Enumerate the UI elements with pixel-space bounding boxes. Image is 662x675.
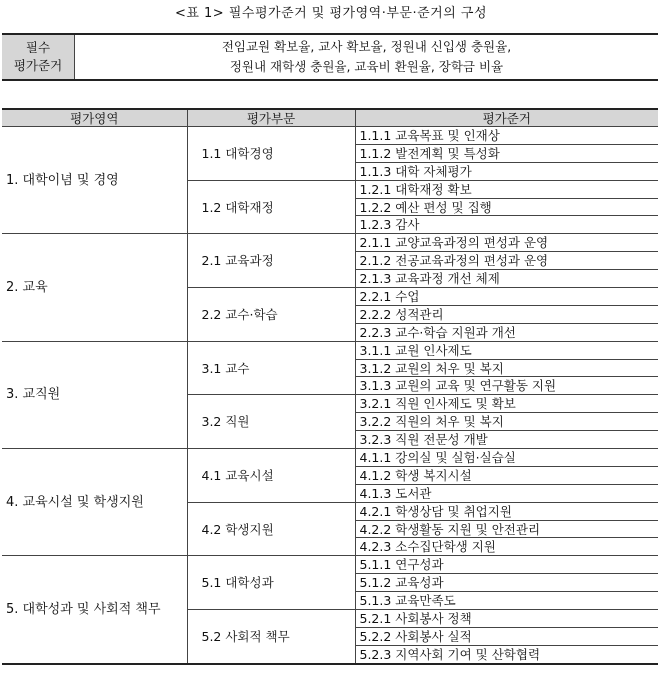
criterion-cell: 5.2.3 지역사회 기여 및 산학협력: [355, 645, 658, 663]
criterion-cell: 4.2.2 학생활동 지원 및 안전관리: [355, 520, 658, 538]
criterion-cell: 4.2.1 학생상담 및 취업지원: [355, 502, 658, 520]
criterion-cell: 5.2.1 사회봉사 정책: [355, 610, 658, 628]
criterion-cell: 3.2.1 직원 인사제도 및 확보: [355, 395, 658, 413]
section-cell: 4.2 학생지원: [187, 502, 355, 556]
area-cell: 3. 교직원: [2, 341, 187, 448]
criterion-cell: 4.1.2 학생 복지시설: [355, 466, 658, 484]
evaluation-table: [2, 108, 658, 665]
section-cell: 1.1 대학경영: [187, 127, 355, 181]
criterion-cell: 2.2.1 수업: [355, 288, 658, 306]
criterion-cell: 5.1.3 교육만족도: [355, 592, 658, 610]
criterion-cell: 3.1.2 교원의 처우 및 복지: [355, 359, 658, 377]
table-row: [2, 234, 658, 252]
table-row: [2, 127, 658, 145]
criterion-cell: 1.1.2 발전계획 및 특성화: [355, 144, 658, 162]
table-row: [2, 341, 658, 359]
criterion-cell: 3.1.1 교원 인사제도: [355, 341, 658, 359]
criterion-cell: 5.1.2 교육성과: [355, 574, 658, 592]
criterion-cell: 4.2.3 소수집단학생 지원: [355, 538, 658, 556]
criterion-cell: 1.1.1 교육목표 및 인재상: [355, 127, 658, 145]
required-criteria-list: [75, 35, 658, 79]
criterion-cell: 5.2.2 사회봉사 실적: [355, 627, 658, 645]
required-list-line2: 정원내 재학생 충원율, 교육비 환원율, 장학금 비율: [229, 59, 504, 74]
criterion-cell: 3.1.3 교원의 교육 및 연구활동 지원: [355, 377, 658, 395]
criterion-cell: 2.1.1 교양교육과정의 편성과 운영: [355, 234, 658, 252]
criterion-cell: 3.2.3 직원 전문성 개발: [355, 431, 658, 449]
section-cell: 5.2 사회적 책무: [187, 610, 355, 664]
criterion-cell: 4.1.1 강의실 및 실험·실습실: [355, 449, 658, 467]
section-cell: 3.2 직원: [187, 395, 355, 449]
criterion-cell: 2.1.3 교육과정 개선 체제: [355, 270, 658, 288]
criterion-cell: 1.2.3 감사: [355, 216, 658, 234]
criterion-cell: 4.1.3 도서관: [355, 484, 658, 502]
required-criteria-header: [2, 35, 75, 79]
header-section: 평가부문: [187, 109, 355, 127]
table-row: [2, 449, 658, 467]
table-body: [2, 127, 658, 664]
area-cell: 1. 대학이념 및 경영: [2, 127, 187, 234]
criterion-cell: 1.2.1 대학재정 확보: [355, 180, 658, 198]
section-cell: 5.1 대학성과: [187, 556, 355, 610]
criterion-cell: 2.2.3 교수·학습 지원과 개선: [355, 323, 658, 341]
required-header-line2: 평가준거: [13, 58, 63, 73]
criterion-cell: 1.1.3 대학 자체평가: [355, 162, 658, 180]
criterion-cell: 2.2.2 성적관리: [355, 305, 658, 323]
header-area: 평가영역: [2, 109, 187, 127]
section-cell: 2.1 교육과정: [187, 234, 355, 288]
criterion-cell: 2.1.2 전공교육과정의 편성과 운영: [355, 252, 658, 270]
required-criteria-box: [2, 33, 658, 81]
section-cell: 2.2 교수·학습: [187, 288, 355, 342]
section-cell: 4.1 교육시설: [187, 449, 355, 503]
area-cell: 2. 교육: [2, 234, 187, 341]
section-cell: 1.2 대학재정: [187, 180, 355, 234]
criterion-cell: 5.1.1 연구성과: [355, 556, 658, 574]
area-cell: 4. 교육시설 및 학생지원: [2, 449, 187, 556]
section-cell: 3.1 교수: [187, 341, 355, 395]
header-criteria: 평가준거: [355, 109, 658, 127]
criterion-cell: 3.2.2 직원의 처우 및 복지: [355, 413, 658, 431]
table-row: [2, 556, 658, 574]
area-cell: 5. 대학성과 및 사회적 책무: [2, 556, 187, 664]
table-header-row: [2, 109, 658, 127]
required-header-line1: 필수: [25, 40, 51, 55]
criterion-cell: 1.2.2 예산 편성 및 집행: [355, 198, 658, 216]
table-caption: <표 1> 필수평가준거 및 평가영역·부문·준거의 구성: [174, 6, 488, 21]
required-list-line1: 전임교원 확보율, 교사 확보율, 정원내 신입생 충원율,: [221, 39, 512, 54]
